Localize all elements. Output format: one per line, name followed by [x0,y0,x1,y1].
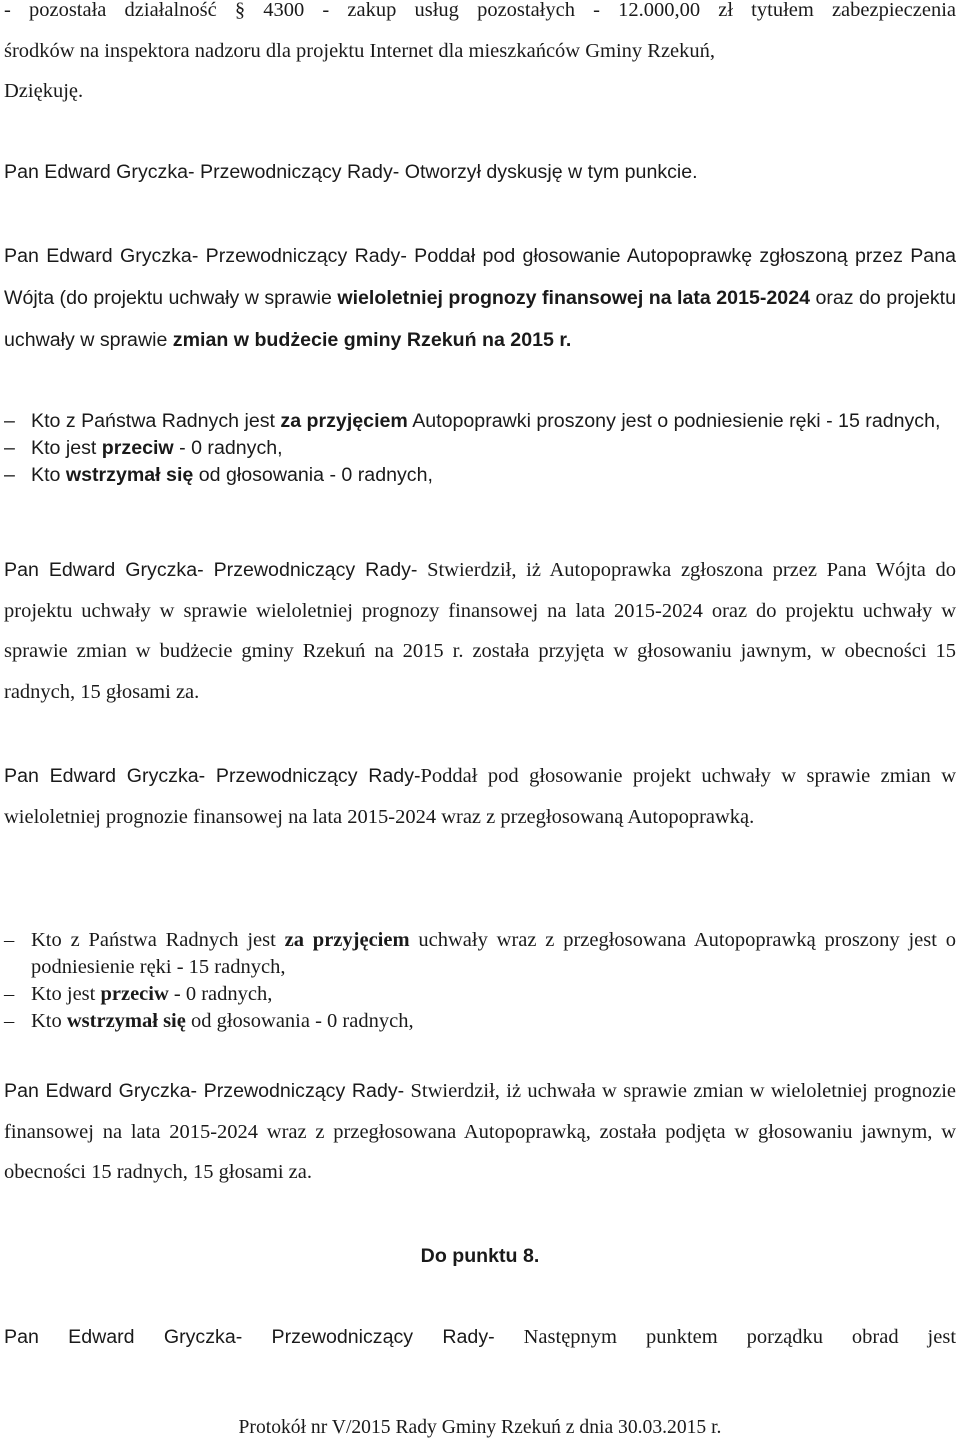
item-bold: wstrzymał się [65,464,194,486]
vote-list-1 [4,408,956,489]
item-text: uchwały wraz z przegłosowana Autopoprawką proszony jest o podniesienie ręki - 15 radnych, [31,929,957,978]
dash-marker: – [4,464,15,486]
vote-abstain-item [4,1008,956,1035]
item-text: Kto [31,1010,67,1032]
budget-line-1: - pozostała działalność § 4300 - zakup usług pozostałych - 12.000,00 zł tytułem zabezpieczenia [4,0,956,21]
dash-marker: – [4,437,15,459]
item-text: Kto jest [31,437,102,459]
vote-abstain-item [4,462,956,489]
paragraph-text: Stwierdził, iż Autopoprawka zgłoszona przez Pana Wójta do projektu uchwały w sprawie wieloletniej prognozy finansowej na lata 2015-2024 oraz do projektu uchwały w sprawie zmian w budżecie gminy Rzekuń na 2015 r. została przyjęta w głosowaniu jawnym, w obecności 15 radnych, 15 głosami za. [4,559,956,703]
paragraph-text: Poddał pod głosowanie Autopoprawkę zgłoszoną przez Pana Wójta (do projektu uchwały w sprawie [4,245,956,309]
speaker-name: Pan Edward Gryczka- Przewodniczący Rady- [4,161,400,183]
paragraph-text: Otworzył dyskusję w tym punkcie. [399,161,698,183]
paragraph-text: oraz do projektu uchwały w sprawie [4,287,956,351]
vote-for-item [4,927,956,981]
paragraph-text: Stwierdził, iż uchwała w sprawie zmian w wieloletniej prognozie finansowej na lata 2015-2024 wraz z przegłosowana Autopoprawką, została podjęta w głosowaniu jawnym, w obecności 15 radnych, 15 głosami za. [4,1080,956,1183]
dash-marker: – [4,1010,15,1032]
item-bold: wstrzymał się [66,1010,186,1032]
item-text: Kto z Państwa Radnych jest [31,929,285,951]
next-item-paragraph [4,1317,956,1358]
budget-item-paragraph [4,0,956,112]
budget-line-2: środków na inspektora nadzoru dla projektu Internet dla mieszkańców Gminy Rzekuń, [4,39,716,62]
speaker-name: Pan Edward Gryczka- Przewodniczący Rady- [4,559,418,581]
result-paragraph-2 [4,1071,956,1193]
paragraph-text: Poddał pod głosowanie projekt uchwały w sprawie zmian w wieloletniej prognozie finansowej na lata 2015-2024 wraz z przegłosowaną Autopoprawką. [4,765,957,828]
vote-list-2 [4,927,956,1035]
dash-marker: – [4,929,15,951]
vote-announcement-paragraph [4,235,956,361]
thanks-line: Dziękuję. [4,80,84,102]
section-heading [0,1236,960,1277]
wpf-title: wieloletniej prognozy finansowej na lata 2015-2024 [337,287,810,309]
vote-against-item [4,435,956,462]
result-paragraph-1 [4,550,956,712]
budget-change-title: zmian w budżecie gminy Rzekuń na 2015 r. [172,329,572,351]
item-text: Kto [31,464,66,486]
section-heading-text: Do punktu 8. [420,1245,540,1267]
item-bold: za przyjęciem [280,410,408,432]
item-text: Kto z Państwa Radnych jest [31,410,281,432]
vote-for-item [4,408,956,435]
dash-marker: – [4,983,15,1005]
item-text: Kto jest [31,983,101,1005]
discussion-paragraph [4,152,956,193]
item-bold: przeciw [101,437,174,459]
speaker-name: Pan Edward Gryczka- Przewodniczący Rady- [4,245,407,267]
dash-marker: – [4,410,15,432]
paragraph-text: Następnym punktem porządku obrad jest [494,1326,957,1348]
vote-against-item [4,981,956,1008]
vote-announcement-paragraph-2 [4,756,956,837]
item-bold: za przyjęciem [284,929,410,951]
item-text: - 0 radnych, [173,437,283,459]
item-text: od głosowania - 0 radnych, [185,1010,414,1032]
item-text: od głosowania - 0 radnych, [193,464,433,486]
speaker-name: Pan Edward Gryczka- Przewodniczący Rady- [4,1326,495,1348]
item-bold: przeciw [100,983,169,1005]
page-footer: Protokół nr V/2015 Rady Gminy Rzekuń z dnia 30.03.2015 r. [238,1417,722,1438]
speaker-name: Pan Edward Gryczka- Przewodniczący Rady- [4,1080,405,1102]
speaker-name: Pan Edward Gryczka- Przewodniczący Rady- [4,765,421,787]
item-text: - 0 radnych, [168,983,273,1005]
item-text: Autopoprawki proszony jest o podniesienie ręki - 15 radnych, [407,410,941,432]
